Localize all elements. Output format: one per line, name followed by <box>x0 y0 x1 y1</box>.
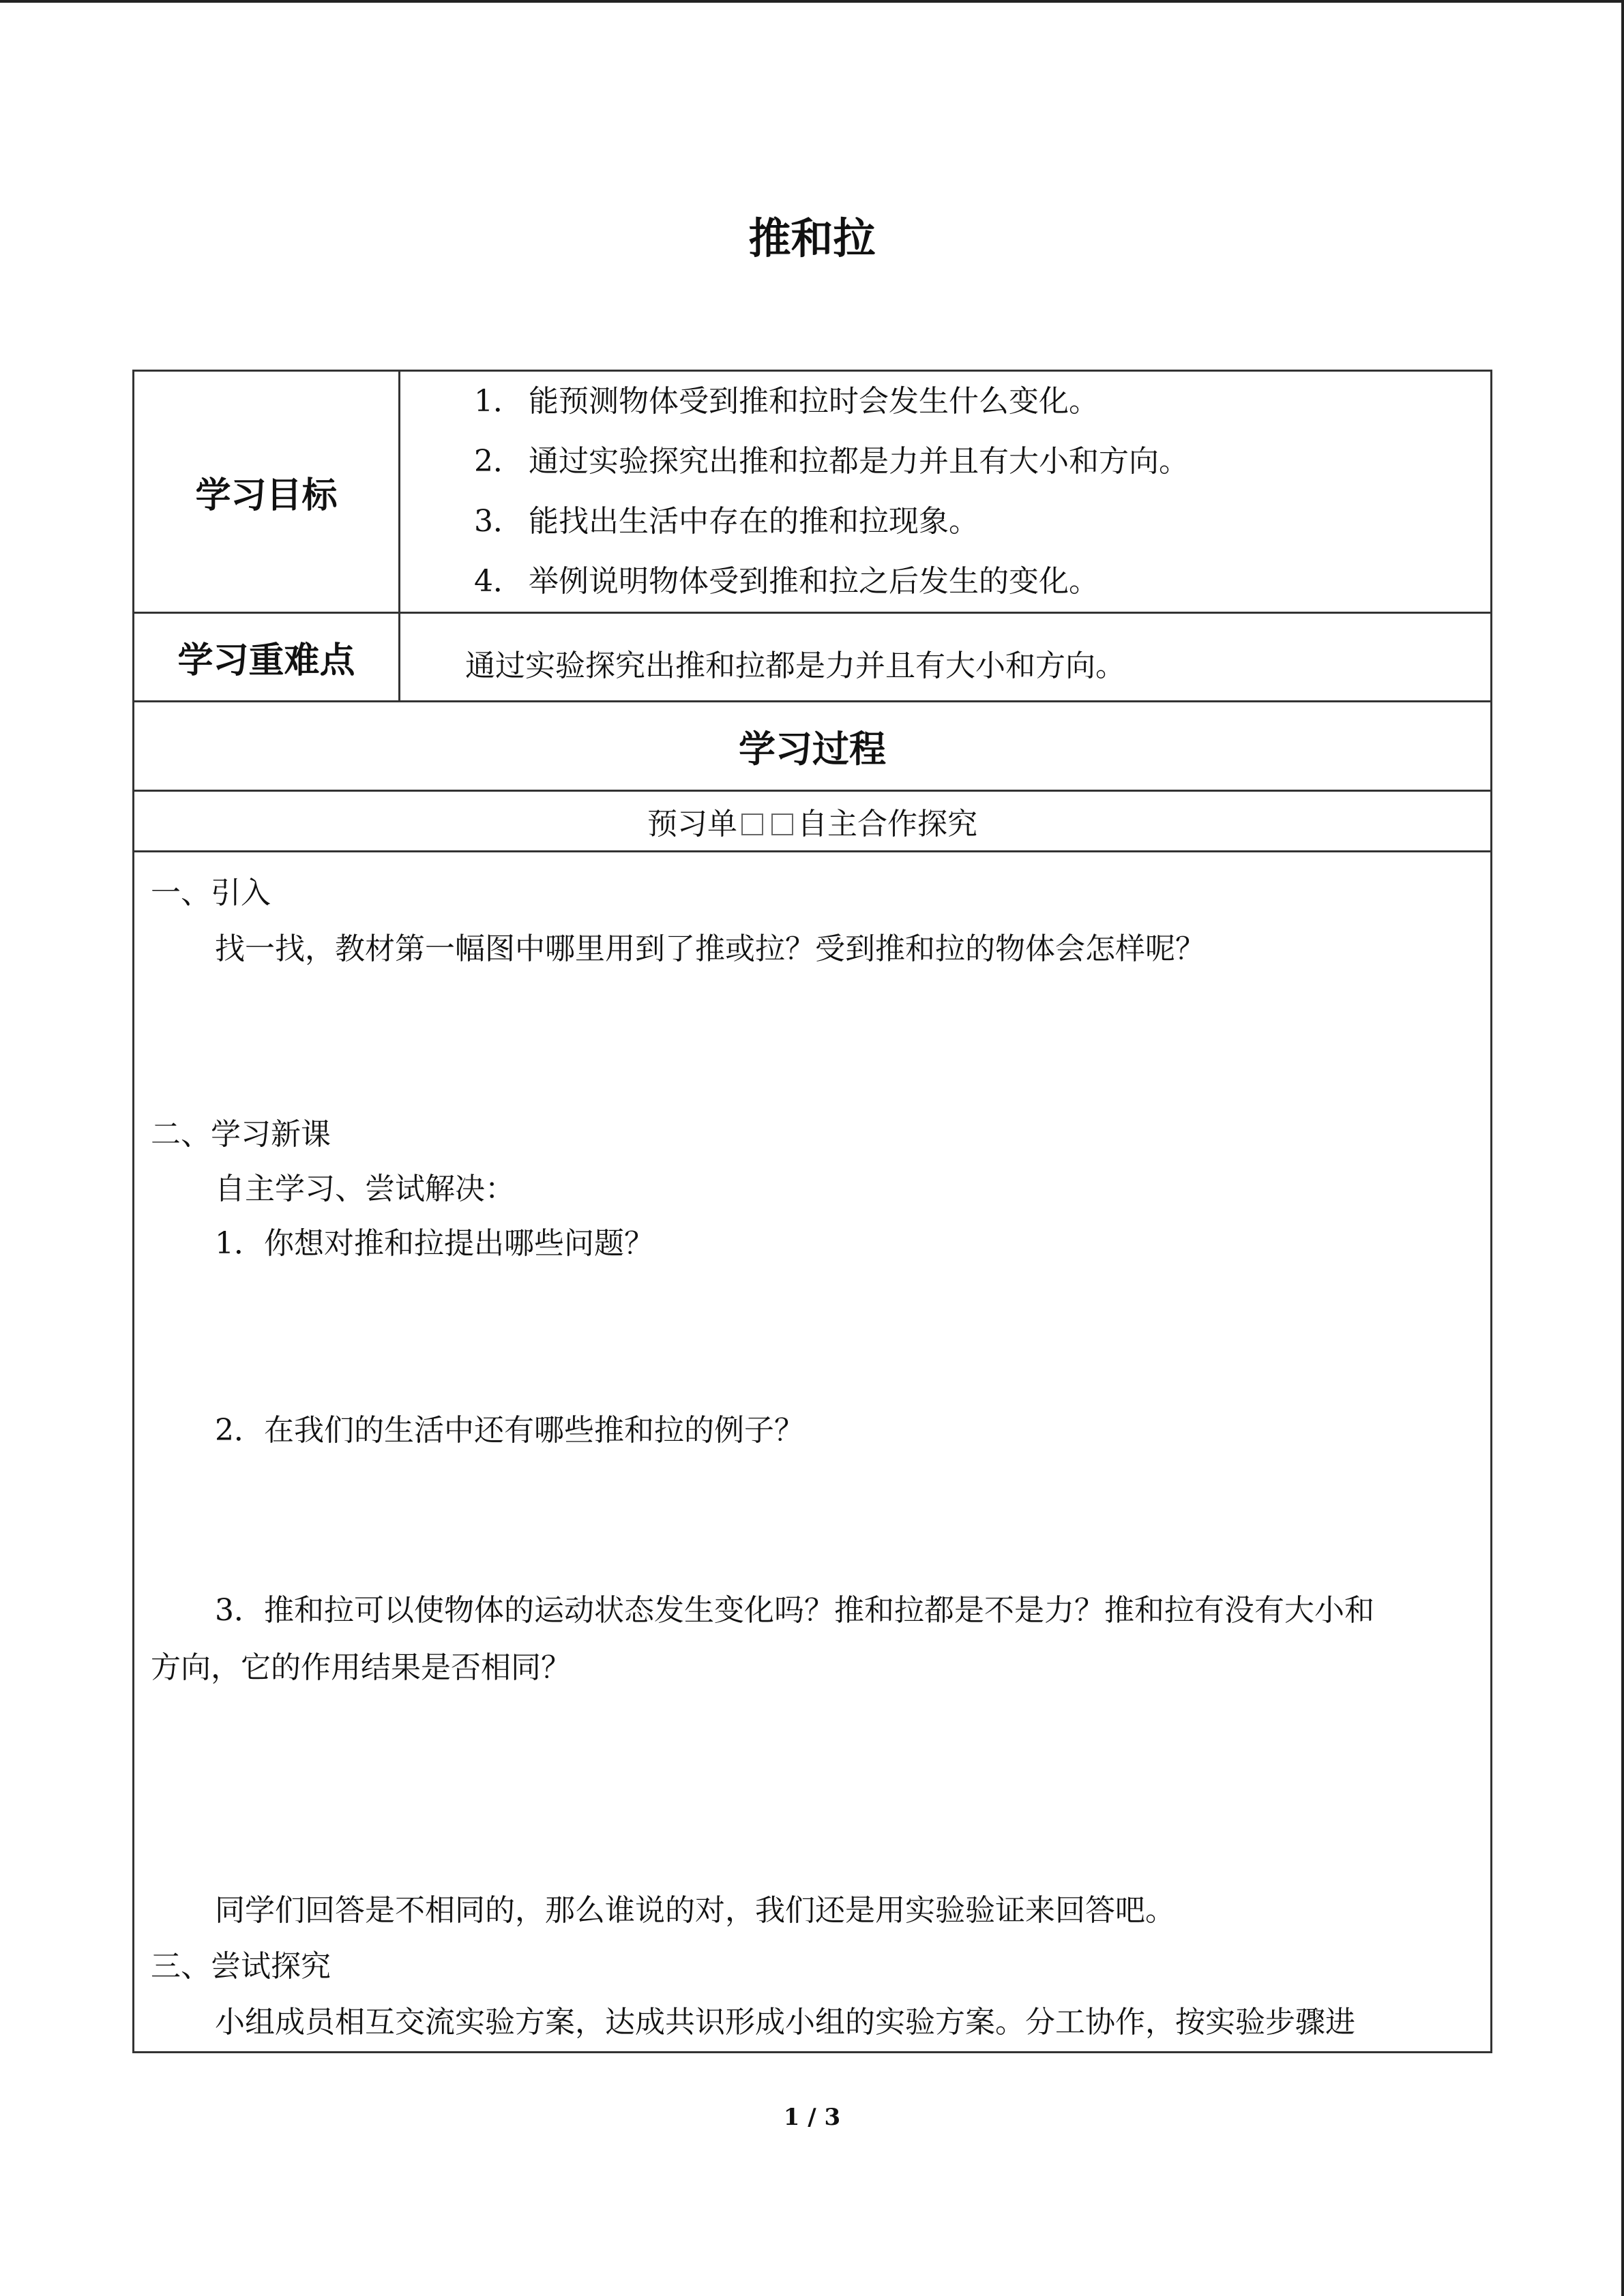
key-points-label: 学习重难点 <box>134 613 400 702</box>
process-header-row <box>134 702 1492 791</box>
sub-header: 预习单 自主合作探究 <box>134 791 1492 852</box>
question: 1．你想对推和拉提出哪些问题？ <box>215 1226 654 1261</box>
question: 3．推和拉可以使物体的运动状态发生变化吗？推和拉都是不是力？推和拉有没有大小和 <box>215 1593 1374 1628</box>
placeholder-box-icon <box>771 814 793 835</box>
question-continued: 方向，它的作用结果是否相同？ <box>151 1650 571 1685</box>
lesson-table <box>132 370 1492 2053</box>
goal-item: 4． 举例说明物体受到推和拉之后发生的变化。 <box>474 564 1099 599</box>
goal-item: 1． 能预测物体受到推和拉时会发生什么变化。 <box>474 384 1099 419</box>
paragraph: 找一找，教材第一幅图中哪里用到了推或拉？受到推和拉的物体会怎样呢？ <box>215 931 1205 966</box>
section-heading: 二、学习新课 <box>151 1117 331 1152</box>
paragraph: 自主学习、尝试解决： <box>215 1172 515 1206</box>
document-title: 推和拉 <box>748 213 876 263</box>
paragraph: 同学们回答是不相同的，那么谁说的对，我们还是用实验验证来回答吧。 <box>215 1893 1175 1928</box>
placeholder-box-icon <box>741 814 763 835</box>
paragraph: 小组成员相互交流实验方案，达成共识形成小组的实验方案。分工协作，按实验步骤进 <box>215 2005 1355 2040</box>
sub-header-row <box>134 791 1492 852</box>
content-cell <box>134 852 1492 2053</box>
key-points-row <box>134 613 1492 702</box>
key-points-text: 通过实验探究出推和拉都是力并且有大小和方向。 <box>465 648 1125 683</box>
goals-list <box>400 371 1492 613</box>
process-header: 学习过程 <box>134 702 1492 791</box>
content-row <box>134 852 1492 2053</box>
goal-item: 2． 通过实验探究出推和拉都是力并且有大小和方向。 <box>474 444 1189 479</box>
key-points-cell <box>400 613 1492 702</box>
goal-item: 3． 能找出生活中存在的推和拉现象。 <box>474 504 979 539</box>
page-number: 1 / 3 <box>783 2104 841 2131</box>
section-heading: 三、尝试探究 <box>151 1949 331 1984</box>
question: 2．在我们的生活中还有哪些推和拉的例子？ <box>215 1413 804 1448</box>
goals-row <box>134 371 1492 613</box>
section-heading: 一、引入 <box>151 876 271 910</box>
goals-label: 学习目标 <box>134 371 400 613</box>
